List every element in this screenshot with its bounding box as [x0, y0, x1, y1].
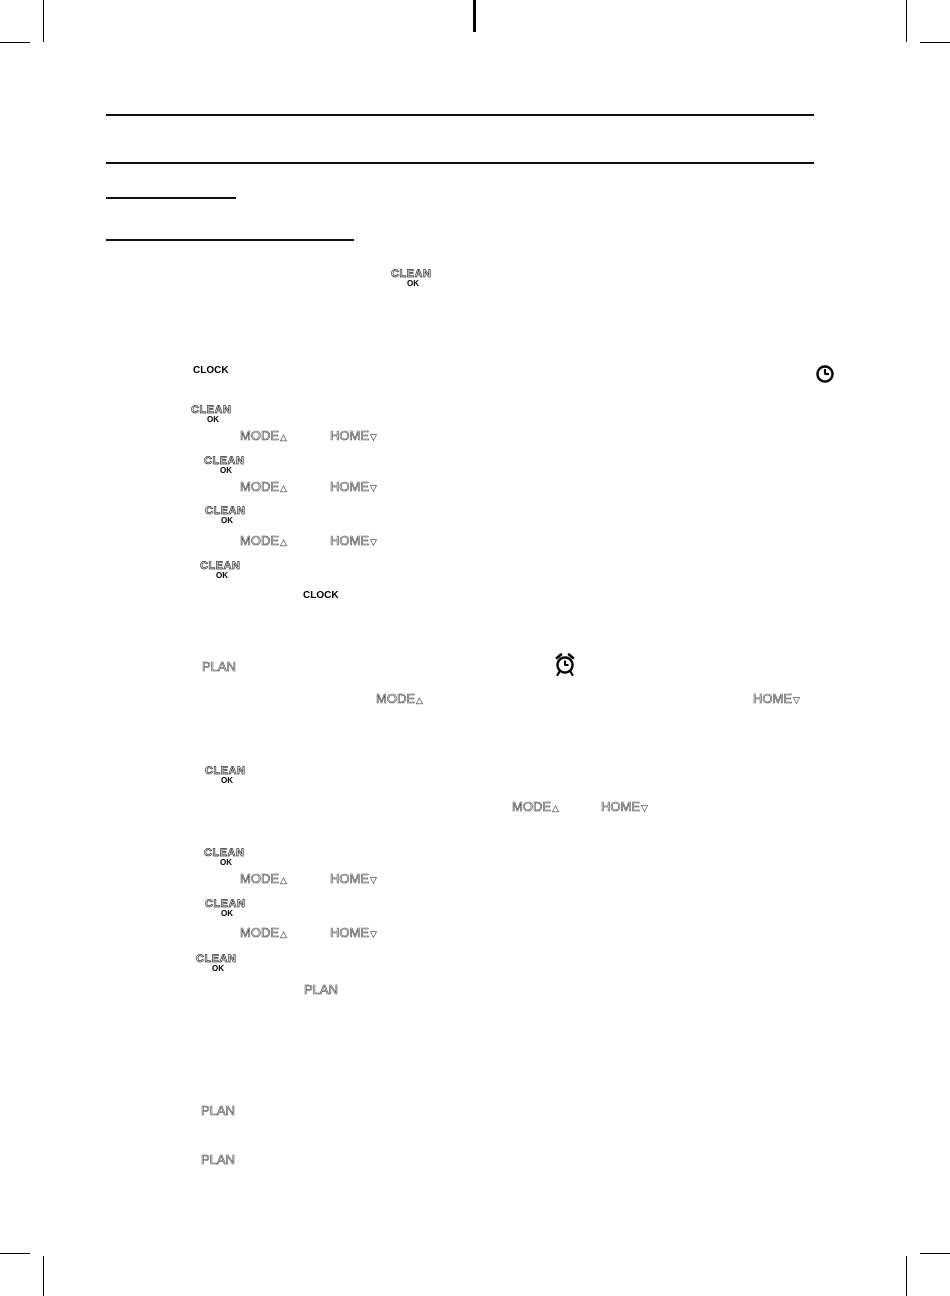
crop-mark — [0, 1253, 30, 1254]
clean-ok-button-graphic — [391, 268, 439, 294]
clock-label: CLOCK — [193, 365, 229, 376]
clean-label: CLEAN — [204, 455, 245, 467]
clock-icon — [815, 364, 835, 384]
crop-mark — [43, 0, 44, 42]
home-label: HOME▽ — [601, 799, 648, 814]
home-label: HOME▽ — [330, 479, 377, 494]
clean-label: CLEAN — [391, 268, 432, 280]
clean-ok-button-graphic — [205, 505, 253, 531]
clean-ok-button-graphic — [204, 455, 252, 481]
home-label: HOME▽ — [330, 533, 377, 548]
clean-ok-button-graphic — [196, 953, 244, 979]
clean-label: CLEAN — [205, 765, 246, 777]
clean-label: CLEAN — [205, 898, 246, 910]
mode-label: MODE△ — [240, 871, 287, 886]
mode-label: MODE△ — [240, 428, 287, 443]
clean-ok-button-graphic — [204, 847, 252, 873]
ok-label: OK — [220, 466, 232, 475]
clean-ok-button-graphic — [200, 560, 248, 586]
ok-label: OK — [407, 279, 419, 288]
clean-label: CLEAN — [204, 847, 245, 859]
plan-label: PLAN — [202, 659, 236, 674]
mode-label: MODE△ — [512, 799, 559, 814]
crop-mark — [920, 1253, 950, 1254]
mode-label: MODE△ — [240, 925, 287, 940]
ok-label: OK — [212, 964, 224, 973]
plan-label: PLAN — [201, 1152, 235, 1167]
crop-mark — [0, 42, 30, 43]
home-label: HOME▽ — [330, 925, 377, 940]
clean-ok-button-graphic — [205, 765, 253, 791]
home-label: HOME▽ — [330, 428, 377, 443]
crop-mark — [43, 1256, 44, 1296]
clean-label: CLEAN — [200, 560, 241, 572]
ok-label: OK — [207, 415, 219, 424]
section-underline-short — [106, 197, 236, 199]
clean-label: CLEAN — [196, 953, 237, 965]
clean-ok-button-graphic — [191, 404, 239, 430]
section-underline-long — [106, 239, 354, 241]
plan-label: PLAN — [304, 982, 338, 997]
mode-label: MODE△ — [240, 479, 287, 494]
plan-label: PLAN — [201, 1103, 235, 1118]
crop-mark — [906, 0, 907, 42]
mode-label: MODE△ — [240, 533, 287, 548]
header-rule-top — [106, 114, 814, 116]
crop-mark — [920, 42, 950, 43]
home-label: HOME▽ — [330, 871, 377, 886]
header-rule-bottom — [106, 162, 814, 164]
clean-label: CLEAN — [205, 505, 246, 517]
mode-label: MODE△ — [376, 691, 423, 706]
clock-label: CLOCK — [303, 590, 339, 601]
ok-label: OK — [220, 858, 232, 867]
ok-label: OK — [221, 776, 233, 785]
clean-label: CLEAN — [191, 404, 232, 416]
home-label: HOME▽ — [753, 691, 800, 706]
ok-label: OK — [221, 516, 233, 525]
alarm-clock-icon — [554, 653, 576, 677]
crop-mark — [906, 1256, 907, 1296]
center-mark — [473, 0, 476, 32]
ok-label: OK — [221, 909, 233, 918]
clean-ok-button-graphic — [205, 898, 253, 924]
ok-label: OK — [216, 571, 228, 580]
